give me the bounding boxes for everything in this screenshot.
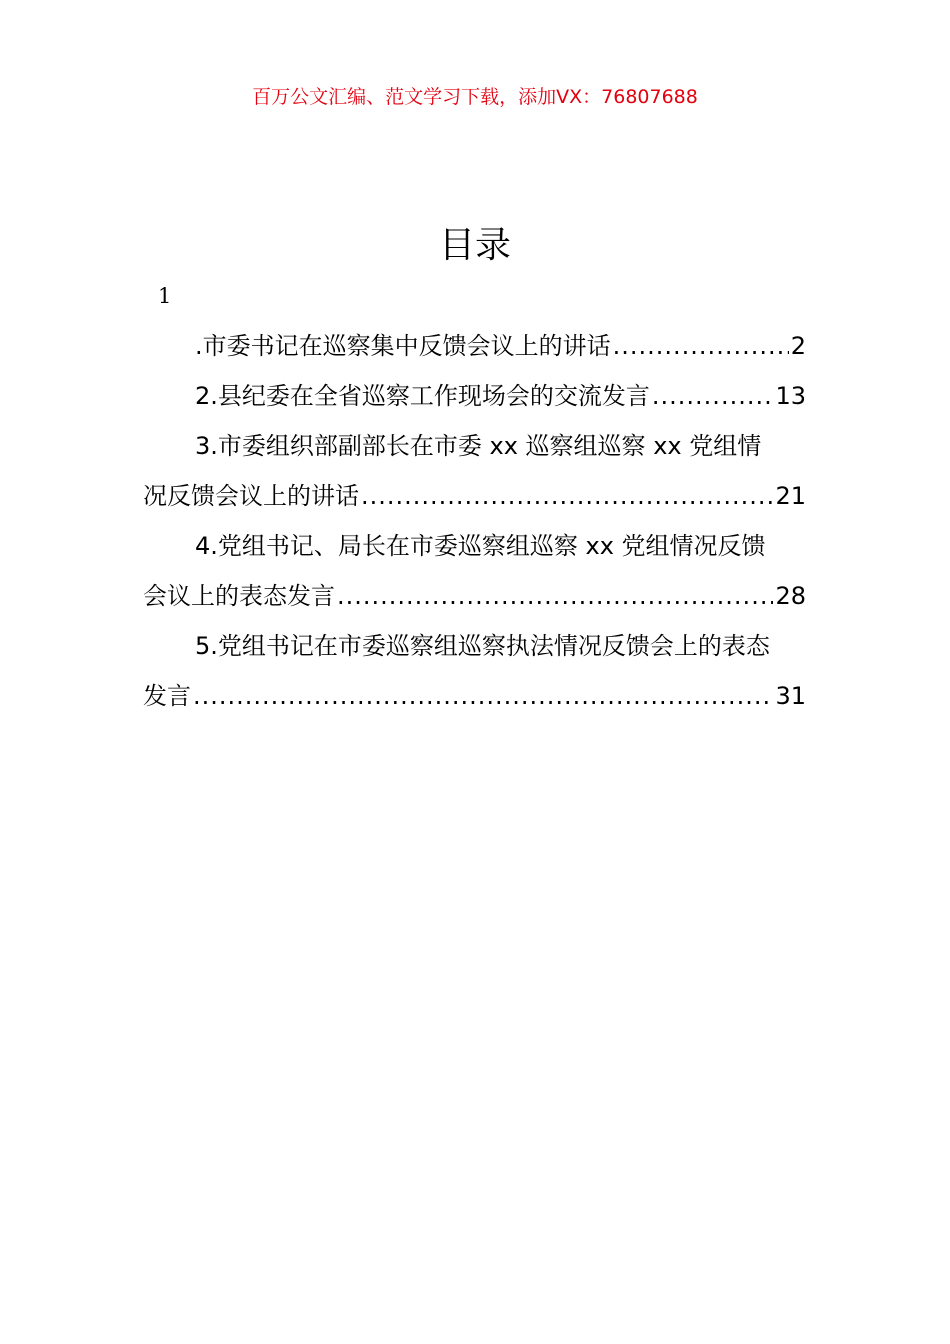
toc-entry-text-continued: 会议上的表态发言 — [143, 582, 335, 610]
table-of-contents — [143, 321, 806, 721]
toc-entry-text: 5.党组书记在市委巡察组巡察执法情况反馈会上的表态 — [195, 632, 770, 660]
toc-entry-2[interactable] — [143, 371, 806, 421]
toc-entry-text: 2.县纪委在全省巡察工作现场会的交流发言 — [195, 382, 650, 410]
toc-entry-text: .市委书记在巡察集中反馈会议上的讲话 — [195, 332, 611, 360]
toc-entry-5[interactable] — [143, 621, 806, 721]
toc-leader-dots — [652, 371, 774, 421]
toc-leader-dots — [613, 321, 789, 371]
toc-page-number: 13 — [775, 382, 806, 410]
toc-leader-dots — [193, 671, 773, 721]
toc-leader-dots — [337, 571, 773, 621]
toc-entry-1[interactable] — [143, 321, 806, 371]
toc-page-number: 21 — [775, 482, 806, 510]
toc-entry-4[interactable] — [143, 521, 806, 621]
toc-entry-text-continued: 发言 — [143, 682, 191, 710]
toc-entry-text: 3.市委组织部副部长在市委 xx 巡察组巡察 xx 党组情 — [195, 432, 762, 460]
toc-page-number: 31 — [775, 682, 806, 710]
stray-list-number: 1 — [158, 284, 172, 308]
toc-leader-dots — [361, 471, 773, 521]
toc-entry-text-continued: 况反馈会议上的讲话 — [143, 482, 359, 510]
toc-page-number: 2 — [790, 332, 806, 360]
toc-entry-text: 4.党组书记、局长在市委巡察组巡察 xx 党组情况反馈 — [195, 532, 766, 560]
watermark-header: 百万公文汇编、范文学习下载，添加VX：76807688 — [252, 86, 698, 108]
toc-page-number: 28 — [775, 582, 806, 610]
toc-entry-3[interactable] — [143, 421, 806, 521]
page-title: 目录 — [438, 225, 511, 266]
